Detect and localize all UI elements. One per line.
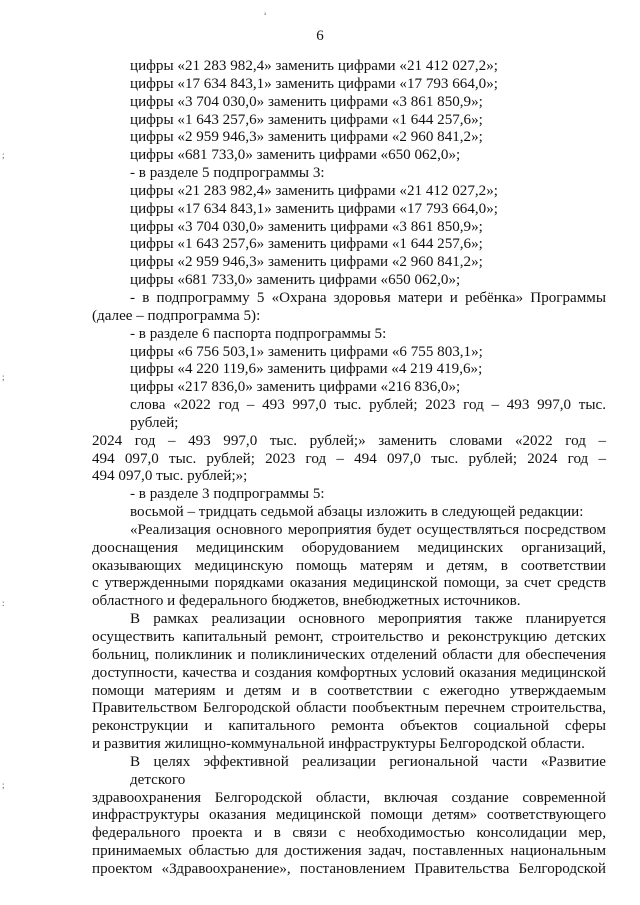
text-line: цифры «1 643 257,6» заменить цифрами «1 644 257,6»;	[130, 236, 483, 253]
text-line: осуществить капитальный ремонт, строительство и реконструкцию детских	[92, 629, 606, 645]
text-line: дооснащения медицинским оборудованием медицинских организаций,	[92, 539, 606, 556]
text-line: здравоохранения Белгородской области, включая создание современной	[92, 789, 606, 806]
text-line: цифры «1 643 257,6» заменить цифрами «1 644 257,6»;	[130, 111, 483, 128]
text-line: 494 097,0 тыс. рублей; 2023 год – 494 097,0 тыс. рублей; 2024 год –	[92, 450, 606, 467]
text-line: В рамках реализации основного мероприятия также планируется	[130, 611, 606, 628]
text-line: цифры «681 733,0» заменить цифрами «650 062,0»;	[130, 147, 461, 164]
margin-scan-mark: ;	[2, 372, 5, 382]
text-line: слова «2022 год – 493 997,0 тыс. рублей; 2023 год – 493 997,0 тыс. рублей;	[130, 397, 606, 431]
text-line: больниц, поликлиник и поликлинических отделений области для обеспечения	[92, 646, 606, 663]
text-line: оказывающих медицинскую помощь матерям и детям, в соответствии	[92, 557, 606, 574]
margin-scan-mark: :	[2, 598, 5, 608]
text-line: 2024 год – 493 997,0 тыс. рублей;» заменить словами «2022 год –	[92, 432, 606, 449]
text-line: цифры «6 756 503,1» заменить цифрами «6 755 803,1»;	[130, 343, 483, 360]
text-line: - в разделе 3 подпрограммы 5:	[130, 486, 325, 503]
text-line: помощи материям и детям и в соответствии с ежегодно утверждаемым	[92, 682, 606, 699]
text-line: цифры «21 283 982,4» заменить цифрами «21 412 027,2»;	[130, 58, 498, 74]
text-line: принимаемых областью для достижения задач, поставленных национальным	[92, 843, 606, 860]
text-line: цифры «681 733,0» заменить цифрами «650 062,0»;	[130, 272, 461, 289]
text-line: реконструкции и капитального ремонта объектов социальной сферы	[92, 718, 606, 735]
text-line: (далее – подпрограмма 5):	[92, 307, 261, 324]
text-line: проектом «Здравоохранение», постановлением Правительства Белгородской	[92, 860, 606, 877]
text-line: инфраструктуры оказания медицинской помощи детям» соответствующего	[92, 807, 606, 824]
text-line: - в разделе 6 паспорта подпрограммы 5:	[130, 325, 387, 342]
text-line: «Реализация основного мероприятия будет осуществляться посредством	[130, 521, 606, 538]
margin-scan-mark: ;	[2, 150, 5, 160]
text-line: - в разделе 5 подпрограммы 3:	[130, 165, 325, 182]
text-line: цифры «17 634 843,1» заменить цифрами «17 793 664,0»;	[130, 200, 498, 217]
margin-scan-mark: ;	[2, 780, 5, 790]
text-line: и развития жилищно-коммунальной инфраструктуры Белгородской области.	[92, 736, 585, 753]
text-line: областного и федерального бюджетов, внебюджетных источников.	[92, 593, 521, 610]
text-line: восьмой – тридцать седьмой абзацы изложить в следующей редакции:	[130, 504, 584, 521]
text-line: цифры «21 283 982,4» заменить цифрами «21 412 027,2»;	[130, 182, 498, 199]
text-line: цифры «2 959 946,3» заменить цифрами «2 960 841,2»;	[130, 254, 483, 271]
text-line: цифры «17 634 843,1» заменить цифрами «17 793 664,0»;	[130, 75, 498, 92]
document-body	[92, 58, 606, 879]
top-scan-mark: ₐ	[264, 6, 267, 16]
text-line: цифры «217 836,0» заменить цифрами «216 836,0»;	[130, 379, 461, 396]
text-line: Правительством Белгородской области пообъектным перечнем строительства,	[92, 700, 606, 717]
text-line: цифры «2 959 946,3» заменить цифрами «2 960 841,2»;	[130, 129, 483, 146]
text-line: 494 097,0 тыс. рублей;»;	[92, 468, 248, 485]
text-line: с утвержденными порядками оказания медицинской помощи, за счет средств	[92, 575, 606, 592]
text-line: федерального проекта и в связи с необходимостью консолидации мер,	[92, 825, 606, 842]
text-line: цифры «4 220 119,6» заменить цифрами «4 219 419,6»;	[130, 361, 483, 378]
text-line: доступности, качества и создания комфортных условий оказания медицинской	[92, 664, 606, 681]
text-line: В целях эффективной реализации региональной части «Развитие детского	[130, 753, 606, 788]
page-number: 6	[316, 28, 324, 44]
text-line: цифры «3 704 030,0» заменить цифрами «3 861 850,9»;	[130, 93, 483, 110]
text-line: - в подпрограмму 5 «Охрана здоровья матери и ребёнка» Программы	[130, 289, 606, 306]
text-line: цифры «3 704 030,0» заменить цифрами «3 861 850,9»;	[130, 218, 483, 235]
